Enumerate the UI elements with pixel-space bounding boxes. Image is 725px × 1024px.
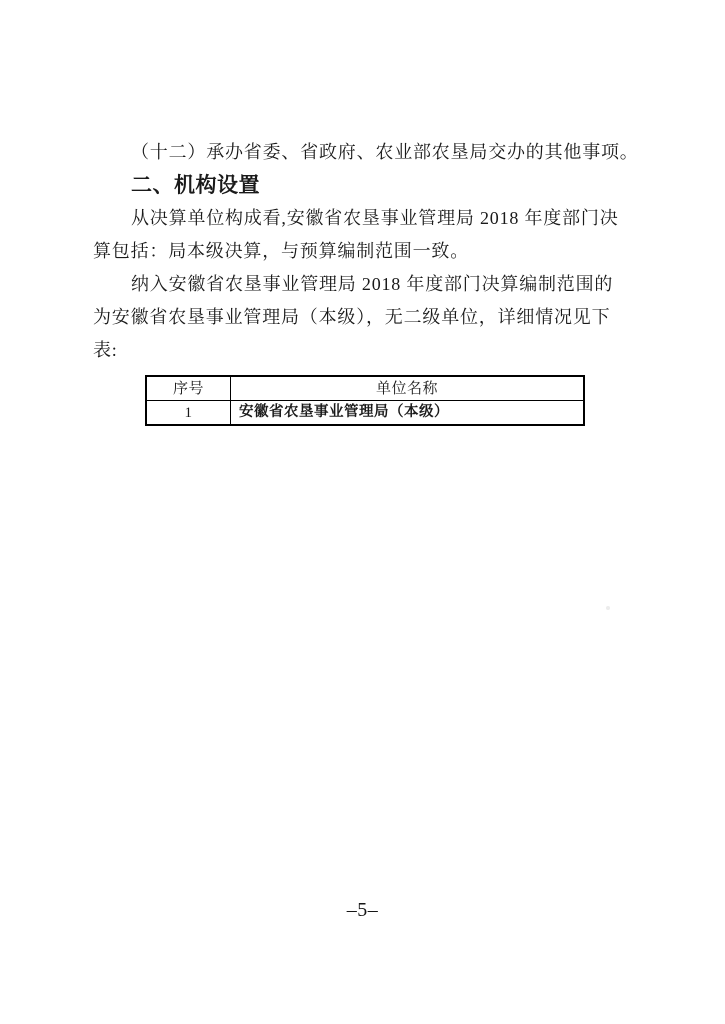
table-cell-index: 1 <box>146 401 231 426</box>
paragraph-item-12: （十二）承办省委、省政府、农业部农垦局交办的其他事项。 <box>131 142 639 162</box>
scan-speck <box>606 606 610 610</box>
unit-list-table <box>145 375 585 426</box>
table-header-index: 序号 <box>146 376 231 401</box>
table-header-unit-name: 单位名称 <box>231 376 585 401</box>
paragraph-2-line-1: 纳入安徽省农垦事业管理局 2018 年度部门决算编制范围的 <box>131 274 614 294</box>
paragraph-1-line-1: 从决算单位构成看,安徽省农垦事业管理局 2018 年度部门决 <box>131 208 619 228</box>
table-row <box>146 401 584 426</box>
document-body <box>93 136 640 426</box>
section-heading-organization: 二、机构设置 <box>131 173 260 197</box>
page-number: –5– <box>346 899 379 921</box>
table-header-row <box>146 376 584 401</box>
paragraph-2-line-2: 为安徽省农垦事业管理局（本级），无二级单位，详细情况见下 <box>93 307 611 327</box>
table-cell-unit-name: 安徽省农垦事业管理局（本级） <box>231 401 585 426</box>
paragraph-2-line-3: 表: <box>93 340 118 360</box>
paragraph-1-line-2: 算包括：局本级决算，与预算编制范围一致。 <box>93 241 469 261</box>
